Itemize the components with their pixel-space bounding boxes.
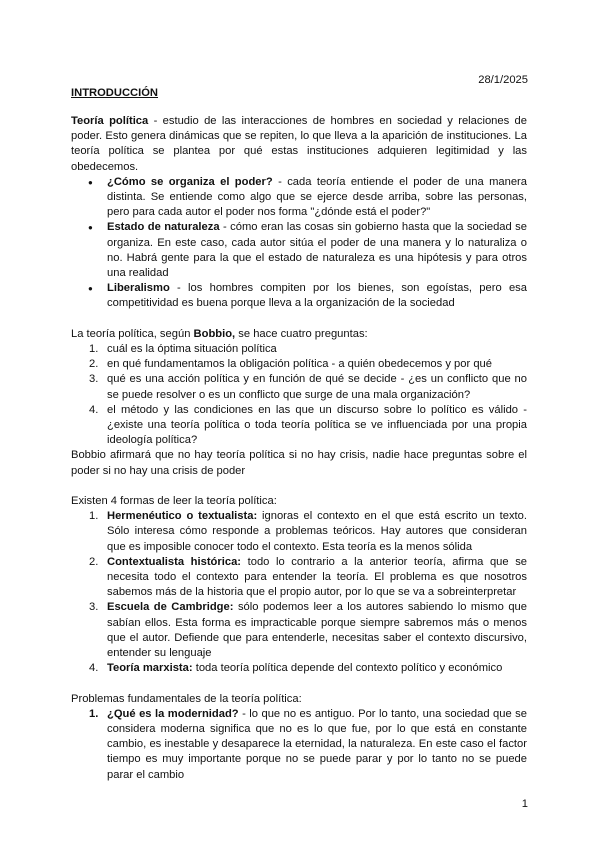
problema-term: ¿Qué es la modernidad?	[107, 707, 239, 720]
intro-paragraph	[71, 114, 527, 175]
question-text: qué es una acción política y en función de qué se decide - ¿es un conflicto que no se puede resolver o es un conflicto que surge de una mala organización?	[107, 373, 527, 401]
problema-text: - lo que no es antiguo. Por lo tanto, una sociedad que se considera moderna significa que no es lo que fue, por lo que está en constante cambio, es inestable y desaparece la eternidad, la naturaleza. En este caso el factor tiempo es muy importante porque no se puede parar y por lo tanto no se puede parar el cambio	[107, 707, 527, 781]
bullet-text: - cada teoría entiende el poder de una manera distinta. Se entiende como algo que se ejerce desde arriba, sobre las personas, pero para cada autor el poder nos forma "¿dónde está el poder?"	[107, 175, 528, 219]
formas-list	[71, 509, 527, 676]
bullet-term: Liberalismo	[107, 282, 170, 295]
forma-item	[89, 600, 527, 661]
item-number: 4.	[89, 403, 99, 416]
document-date: 28/1/2025	[478, 74, 528, 86]
question-item	[89, 372, 527, 402]
bullet-term: Estado de naturaleza	[107, 221, 220, 234]
item-number: 3.	[89, 373, 99, 386]
question-item	[89, 403, 527, 449]
item-number: 2.	[89, 358, 99, 371]
question-item	[89, 357, 527, 372]
question-item	[89, 342, 527, 357]
bullet-item	[107, 281, 527, 311]
question-text: cuál es la óptima situación política	[107, 343, 277, 356]
item-number: 3.	[89, 601, 99, 614]
problema-item	[89, 707, 527, 783]
bobbio-name: Bobbio,	[193, 327, 236, 340]
section-heading: INTRODUCCIÓN	[71, 87, 159, 99]
forma-term: Teoría marxista:	[107, 662, 193, 675]
bullet-text: - cómo eran las cosas sin gobierno hasta que la sociedad se organiza. En este caso, cada autor sitúa el poder de una manera y lo naturaliza o no. Habrá gente para la que el estado de naturaleza es una hipótesis y para otros una realidad	[107, 221, 527, 280]
page-number: 1	[521, 798, 528, 810]
bobbio-lead	[71, 327, 527, 342]
intro-bullet-list	[71, 175, 527, 312]
question-text: en qué fundamentamos la obligación política - a quién obedecemos y por qué	[107, 358, 492, 371]
bullet-item	[107, 220, 527, 281]
problemas-list	[71, 707, 527, 783]
bobbio-closing: Bobbio afirmará que no hay teoría política si no hay crisis, nadie hace preguntas sobre el poder si no hay una crisis de poder	[71, 449, 527, 477]
forma-item	[89, 509, 527, 555]
forma-text: toda teoría política depende del contexto político y económico	[192, 662, 503, 675]
item-number: 1.	[89, 343, 99, 356]
forma-term: Contextualista histórica:	[107, 555, 242, 568]
item-number: 2.	[89, 555, 99, 568]
bullet-text: - los hombres compiten por los bienes, son egoístas, pero esa competitividad es buena porque lleva a la organización de la sociedad	[107, 282, 527, 310]
document-body	[71, 114, 527, 783]
item-number: 4.	[89, 662, 99, 675]
intro-text: - estudio de las interacciones de hombres en sociedad y relaciones de poder. Esto genera dinámicas que se repiten, lo que lleva a la aparición de instituciones. La teoría política se plantea por qué estas instituciones adquieren legitimidad y las obedecemos.	[71, 115, 527, 173]
forma-term: Escuela de Cambridge:	[107, 601, 234, 614]
forma-text: ignoras el contexto en el que está escrito un texto. Sólo interesa cómo responde a problemas teóricos. Hay autores que consideran que es imposible conocer todo el contexto. Esta teoría es la menos sólida	[107, 510, 527, 553]
intro-term: Teoría política	[71, 115, 149, 127]
bullet-term: ¿Cómo se organiza el poder?	[107, 175, 273, 188]
item-number: 1.	[89, 510, 99, 523]
question-text: el método y las condiciones en las que un discurso sobre lo político es válido - ¿existe una teoría política o toda teoría política se ve influenciada por una propia ideología política?	[107, 403, 527, 447]
bobbio-lead-post: se hace cuatro preguntas:	[235, 327, 368, 340]
problemas-lead: Problemas fundamentales de la teoría política:	[71, 692, 302, 705]
bullet-item	[107, 175, 527, 221]
forma-text: sólo podemos leer a los autores sabiendo lo mismo que sabían ellos. Esta forma es impracticable porque siempre sabremos más o menos que el autor. Defiende que para entenderle, necesitas saber el contexto discursivo, entender su lenguaje	[107, 601, 527, 660]
formas-lead: Existen 4 formas de leer la teoría política:	[71, 495, 277, 508]
forma-item	[89, 661, 527, 676]
forma-text: todo lo contrario a la anterior teoría, afirma que se necesita todo el contexto para entender la teoría. El problema es que nosotros sabemos más de la historia que el propio autor, por lo que se va a sobreinterpretar	[107, 555, 528, 599]
forma-item	[89, 555, 528, 601]
bobbio-question-list	[71, 342, 527, 448]
item-number: 1.	[89, 707, 99, 720]
bobbio-lead-pre: La teoría política, según	[71, 327, 194, 340]
forma-term: Hermenéutico o textualista:	[107, 510, 258, 523]
